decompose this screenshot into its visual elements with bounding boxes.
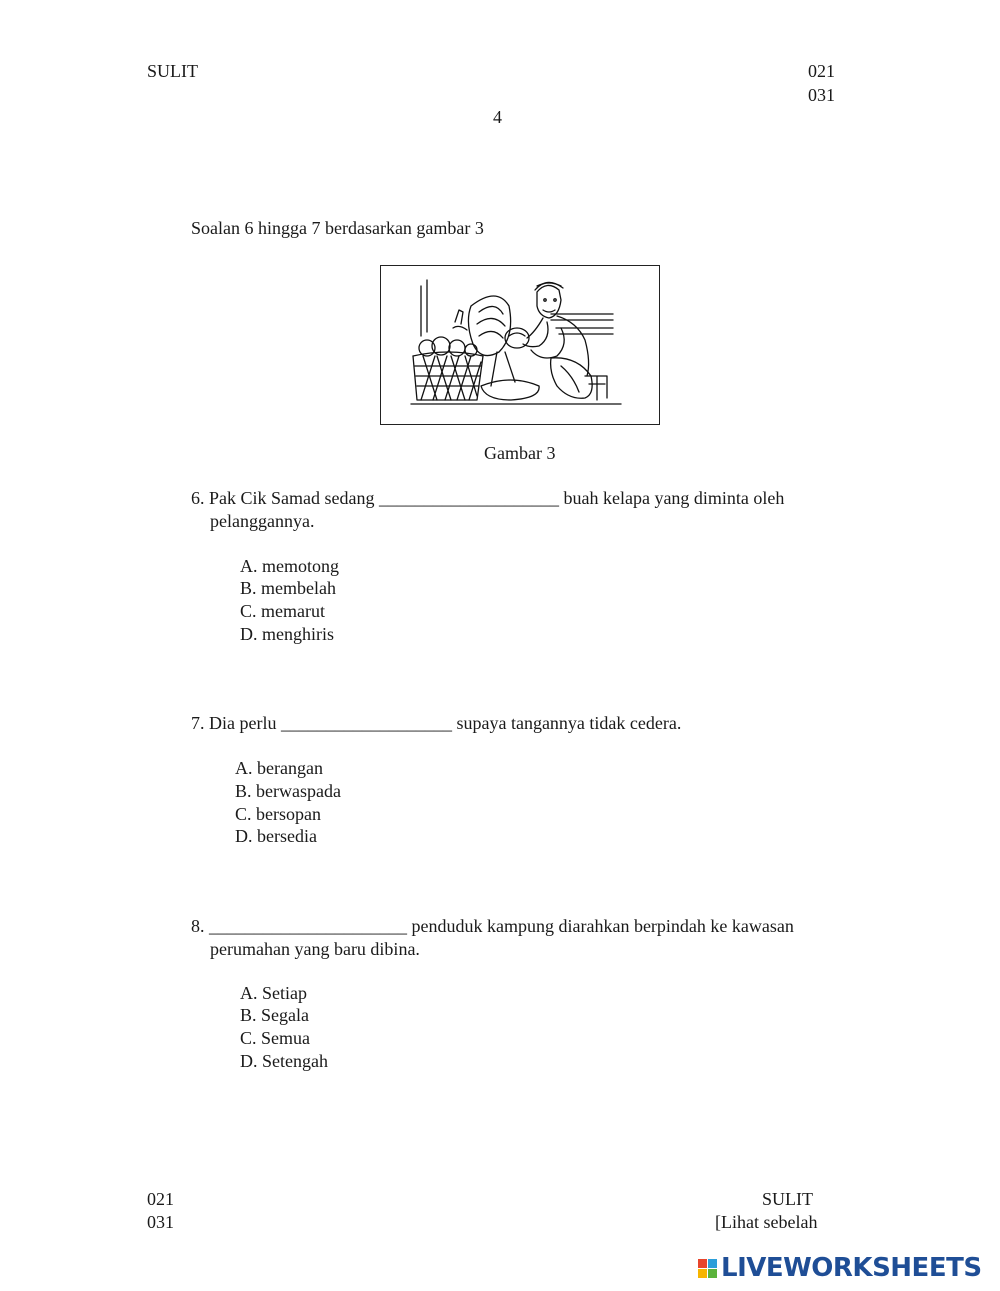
liveworksheets-blocks-icon [698,1259,717,1278]
footer-code-021: 021 [147,1189,174,1209]
footer-lihat-sebelah: [Lihat sebelah [715,1212,818,1232]
question-8-line2: perumahan yang baru dibina. [210,939,420,959]
footer-sulit: SULIT [762,1189,813,1209]
question-8-line1: 8. ______________________ penduduk kampung diarahkan berpindah ke kawasan [191,916,794,936]
page-number: 4 [493,107,502,127]
header-code-021: 021 [808,61,835,81]
figure-caption: Gambar 3 [484,443,556,463]
figure-gambar-3 [380,265,660,425]
question-6-line2: pelanggannya. [210,511,315,531]
question-7-option-c[interactable]: C. bersopan [235,804,321,824]
man-grating-coconut-illustration-icon [381,266,659,424]
question-7-option-d[interactable]: D. bersedia [235,826,317,846]
liveworksheets-logo [698,1253,982,1283]
question-6-option-c[interactable]: C. memarut [240,601,325,621]
question-8-option-d[interactable]: D. Setengah [240,1051,328,1071]
question-6-option-b[interactable]: B. membelah [240,578,336,598]
question-8-option-a[interactable]: A. Setiap [240,983,307,1003]
question-7-line1: 7. Dia perlu ___________________ supaya tangannya tidak cedera. [191,713,682,733]
liveworksheets-wordmark: LIVEWORKSHEETS [721,1253,982,1283]
header-sulit: SULIT [147,61,198,81]
question-6-line1: 6. Pak Cik Samad sedang ____________________ buah kelapa yang diminta oleh [191,488,785,508]
question-7-option-a[interactable]: A. berangan [235,758,323,778]
footer-code-031: 031 [147,1212,174,1232]
question-8-option-b[interactable]: B. Segala [240,1005,309,1025]
header-code-031: 031 [808,85,835,105]
question-6-option-a[interactable]: A. memotong [240,556,339,576]
question-6-option-d[interactable]: D. menghiris [240,624,334,644]
question-7-option-b[interactable]: B. berwaspada [235,781,341,801]
question-8-option-c[interactable]: C. Semua [240,1028,310,1048]
section-intro: Soalan 6 hingga 7 berdasarkan gambar 3 [191,218,484,238]
